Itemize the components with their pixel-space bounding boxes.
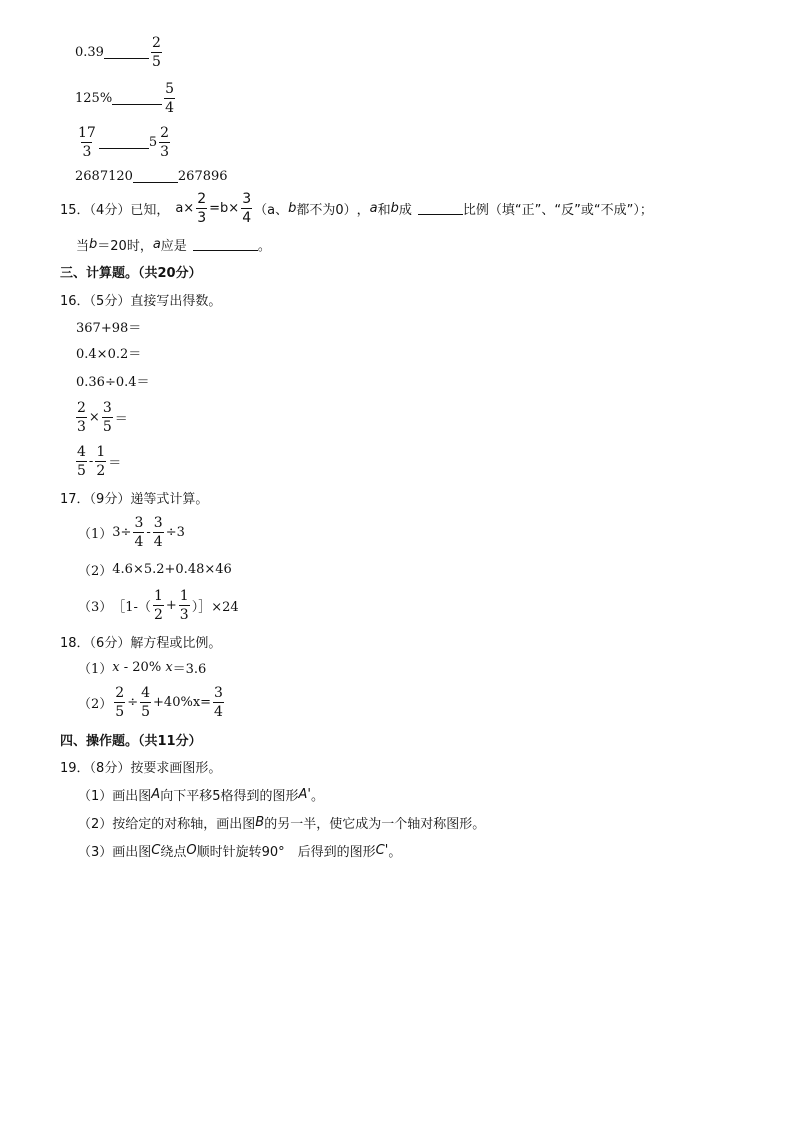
section-4-title: 四、操作题。（共11分） [60, 733, 202, 749]
q19-part-2: （2） 按给定的对称轴，画出图 B 的另一半，使它成为一个轴对称图形。 [78, 814, 486, 832]
fraction: $\frac{1}{2}$ [96, 443, 106, 479]
compare-left: 0.39 [75, 44, 104, 60]
compare-left: 2687120 [75, 168, 133, 184]
fraction: $\frac{2}{3}$ [197, 190, 207, 226]
fraction: $\frac{3}{4}$ [214, 684, 223, 720]
question-15-line-2: 当 b ＝20时， a 应是 。 [76, 236, 271, 254]
answer-blank[interactable] [99, 147, 149, 149]
q16-expr-1: 367+98＝ [76, 320, 142, 336]
q18-part-2: （2） $\frac{2}{5}$ ÷ $\frac{4}{5}$ +40%x= $\frac{3}{4}$ [78, 684, 223, 720]
q17-part-3: （3） ［1-（ $\frac{1}{2}$ + $\frac{1}{3}$ ）］×24 [78, 587, 239, 623]
q16-expr-4: $\frac{2}{3}$ × $\frac{3}{5}$ ＝ [77, 399, 128, 435]
fraction: $\frac{17}{3}$ [78, 124, 96, 160]
q16-expr-3: 0.36÷0.4＝ [76, 374, 150, 390]
fraction: $\frac{2}{5}$ [115, 684, 125, 720]
question-15: 15．（4分）已知， a × $\frac{2}{3}$ =b × $\frac{3}{4}$ （a、 b 都不为0） ， a 和 b 成 比例（填“正”、“反”或“不成”）； [60, 190, 653, 226]
compare-left: 125% [75, 90, 113, 106]
q17-part-2: （2） 4.6×5.2+0.48×46 [78, 561, 232, 579]
compare-right: 267896 [177, 168, 228, 184]
fraction: $\frac{2}{5}$ [151, 34, 161, 70]
q19-part-3: （3） 画出图 C 绕点 O 顺时针旋转90° 后得到的图形 C' 。 [78, 842, 402, 860]
answer-blank[interactable] [133, 181, 178, 183]
fraction: $\frac{5}{4}$ [165, 80, 175, 116]
question-19: 19．（8分）按要求画图形。 [60, 760, 222, 776]
fraction: $\frac{3}{5}$ [102, 399, 112, 435]
answer-blank[interactable] [112, 103, 162, 105]
fraction: $\frac{2}{3}$ [77, 399, 86, 435]
fraction: $\frac{3}{4}$ [242, 190, 252, 226]
q16-expr-5: $\frac{4}{5}$ - $\frac{1}{2}$ ＝ [77, 443, 122, 479]
answer-blank[interactable] [104, 57, 149, 59]
mixed-whole: 5 [148, 134, 158, 150]
question-17: 17．（9分）递等式计算。 [60, 491, 209, 507]
q17-part-1: （1） 3÷ $\frac{3}{4}$ - $\frac{3}{4}$ ÷3 [78, 514, 185, 550]
q18-part-1: （1） x - 20% x ＝3.6 [78, 659, 207, 677]
fraction: $\frac{1}{2}$ [153, 587, 163, 623]
fraction: $\frac{1}{3}$ [179, 587, 189, 623]
q16-expr-2: 0.4×0.2＝ [76, 346, 142, 362]
fraction: $\frac{4}{5}$ [141, 684, 151, 720]
q19-part-1: （1） 画出图 A 向下平移5格得到的图形 A' 。 [78, 786, 324, 804]
fraction: $\frac{2}{3}$ [160, 124, 170, 160]
question-16: 16．（5分）直接写出得数。 [60, 293, 222, 309]
compare-row-2 [75, 80, 177, 116]
answer-blank[interactable] [418, 213, 463, 215]
compare-row-1 [75, 34, 164, 70]
fraction: $\frac{3}{4}$ [153, 514, 163, 550]
question-18: 18．（6分）解方程或比例。 [60, 635, 222, 651]
fraction: $\frac{4}{5}$ [77, 443, 86, 479]
fraction: $\frac{3}{4}$ [134, 514, 144, 550]
compare-row-3 [75, 124, 172, 160]
compare-row-4 [75, 162, 228, 190]
answer-blank[interactable] [193, 249, 258, 251]
section-3-title: 三、计算题。（共20分） [60, 265, 202, 281]
